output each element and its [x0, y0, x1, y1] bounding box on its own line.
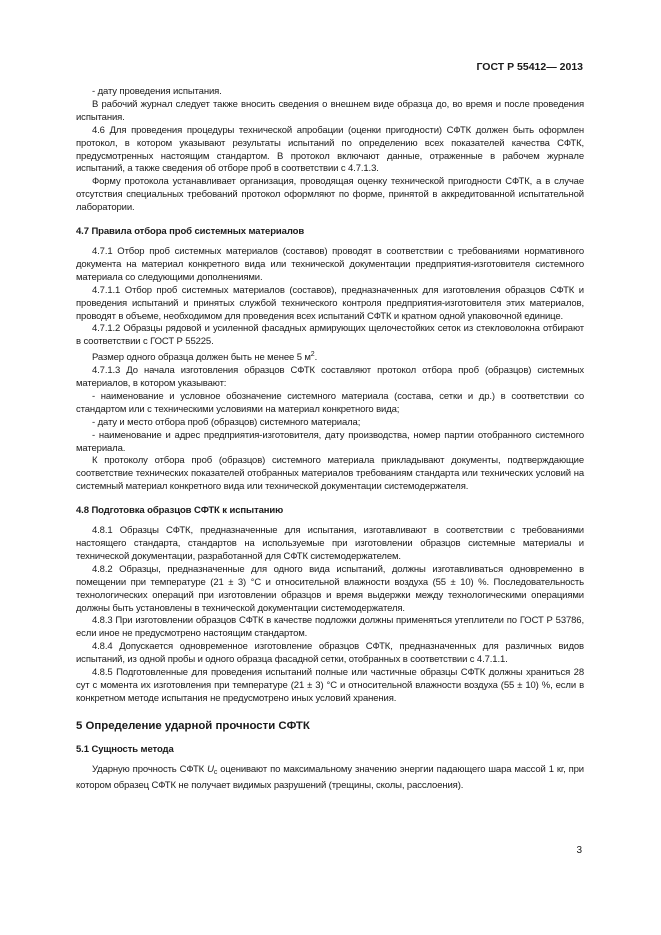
section-heading-4-7: 4.7 Правила отбора проб системных материалов — [76, 226, 305, 238]
paragraph-text: оценивают по максимальному значению энергии падающего шара массой 1 кг, при котором образец СФТК не получает видимых разрушений (трещины, сколы, расслоения). — [76, 763, 584, 791]
paragraph-text: Размер одного образца должен быть не менее 5 м — [92, 352, 311, 364]
section-heading-5: 5 Определение ударной прочности СФТК — [76, 719, 310, 732]
paragraph: Форму протокола устанавливает организация, проводящая оценку технической пригодности СФТК, а в случае отсутствия специальных требований протокол оформляют по форме, принятой в аккредитованной испытательной лаборатории. — [76, 176, 584, 214]
paragraph: - дату проведения испытания. — [92, 86, 222, 97]
paragraph — [76, 764, 584, 793]
paragraph: 4.8.2 Образцы, предназначенные для одного вида испытаний, должны изготавливаться одновременно в помещении при температуре (21 ± 3) °С и относительной влажности воздуха (55 ± 10) %. Последовательность технологических операций при изготовлении образцов и время выдержки между технологическими операциями должны быть установлены в технической документации системодержателя. — [76, 563, 584, 614]
paragraph: 4.7.1.1 Отбор проб системных материалов (составов), предназначенных для изготовления образцов СФТК и проведения испытаний и принятых службой технического контроля предприятия-изготовителя этих материалов, проводят в объеме, необходимом для проведения всех испытаний СФТК и кратном одной упаковочной единице. — [76, 284, 584, 322]
paragraph: В рабочий журнал следует также вносить сведения о внешнем виде образца до, во время и после проведения испытания. — [76, 98, 584, 123]
paragraph: 4.8.4 Допускается одновременное изготовление образцов СФТК, предназначенных для различных видов испытаний, из одной пробы и одного образца фасадной сетки, отобранных в соответствии с 4.7.1.1. — [76, 641, 584, 666]
variable-symbol: U — [207, 763, 214, 775]
subscript: с — [213, 768, 218, 776]
paragraph: 4.8.1 Образцы СФТК, предназначенные для испытания, изготавливают в соответствии с требованиями настоящего стандарта, стандартов на используемые при изготовлении образцов системные материалы и технической документации, разработанной для СФТК системодержателем. — [76, 525, 584, 562]
section-heading-4-8: 4.8 Подготовка образцов СФТК к испытанию — [76, 505, 284, 517]
paragraph: 4.8.5 Подготовленные для проведения испытаний полные или частичные образцы СФТК должны храниться 28 сут с момента их изготовления при температуре (21 ± 3) °С и относительной влажности воздуха (55 ± 10) %, если в конкретном методе испытания не предусмотрено иных условий хранения. — [76, 667, 584, 704]
superscript: 2 — [310, 351, 315, 359]
section-heading-5-1: 5.1 Сущность метода — [76, 743, 174, 755]
paragraph: - наименование и адрес предприятия-изготовителя, дату производства, номер партии отобранного системного материала. — [76, 429, 584, 454]
paragraph: 4.8.3 При изготовлении образцов СФТК в качестве подложки должны применяться утеплители по ГОСТ Р 53786, если иное не предусмотрено настоящим стандартом. — [76, 615, 584, 640]
document-body — [76, 86, 584, 793]
paragraph: 4.7.1 Отбор проб системных материалов (составов) проводят в соответствии с требованиями нормативного документа на материал конкретного вида или технической документации предприятия-изготовителя системного материала со следующими дополнениями. — [76, 245, 584, 283]
paragraph: - наименование и условное обозначение системного материала (состава, сетки и др.) в соответствии со стандартом или с техническими условиями на материал конкретного вида; — [76, 390, 584, 415]
document-header-id: ГОСТ Р 55412— 2013 — [476, 61, 583, 73]
paragraph: 4.6 Для проведения процедуры технической апробации (оценки пригодности) СФТК должен быть оформлен протокол, в котором указывают результаты испытаний по определению всех показателей качества СФТК, предусмотренных настоящим стандартом. В протокол включают данные, отраженные в рабочем журнале испытаний, а также сведения об отборе проб в соответствии с 4.7.1.3. — [76, 124, 584, 175]
paragraph-text: Ударную прочность СФТК — [92, 763, 208, 775]
paragraph-text: . — [314, 352, 318, 364]
page-number: 3 — [576, 845, 582, 856]
paragraph: 4.7.1.2 Образцы рядовой и усиленной фасадных армирующих щелочестойких сеток из стекловолокна отбирают в соответствии с ГОСТ Р 55225. — [76, 323, 584, 348]
paragraph — [76, 349, 584, 365]
paragraph: - дату и место отбора проб (образцов) системного материала; — [92, 416, 361, 428]
paragraph: 4.7.1.3 До начала изготовления образцов СФТК составляют протокол отбора проб (образцов) системных материалов, в котором указывают: — [76, 365, 584, 390]
paragraph: К протоколу отбора проб (образцов) системного материала прикладывают документы, подтверждающие соответствие технических показателей отобранных материалов требованиям стандарта или технических условий на системный материал конкретного вида или технической документации системодержателя. — [76, 455, 584, 493]
